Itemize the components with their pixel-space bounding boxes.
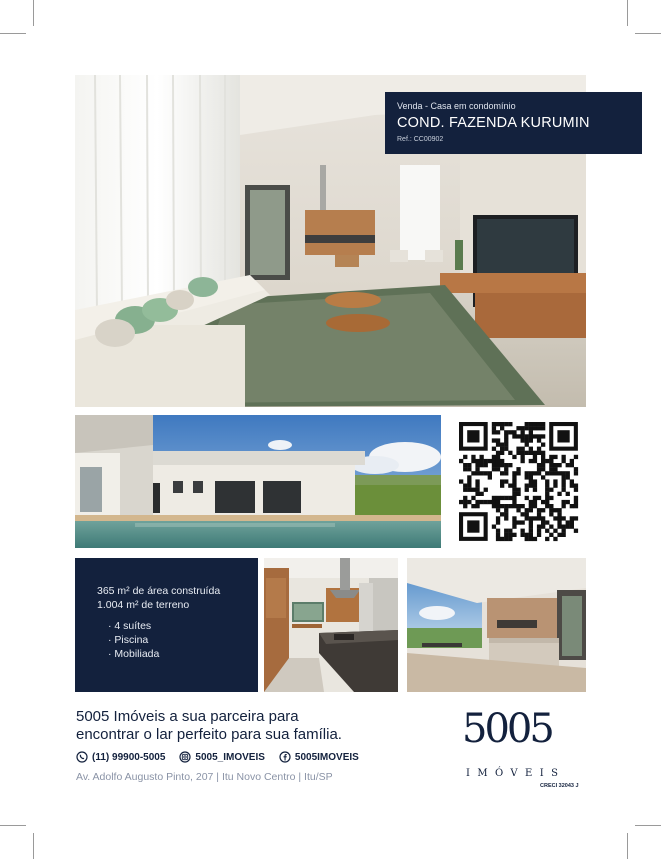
- feature-item: · Mobiliada: [108, 648, 160, 660]
- qr-code[interactable]: [452, 415, 585, 548]
- facebook-handle: 5005IMOVEIS: [294, 751, 359, 763]
- tagline: [76, 708, 406, 744]
- instagram-contact[interactable]: [179, 751, 264, 763]
- listing-ref: Ref.: CC00902: [397, 136, 444, 143]
- crop-mark: [33, 0, 34, 26]
- crop-mark: [0, 825, 26, 826]
- facebook-icon: [279, 751, 291, 763]
- land-area: 1.004 m² de terreno: [97, 599, 190, 611]
- kitchen-photo: [264, 558, 398, 692]
- instagram-icon: [179, 751, 191, 763]
- instagram-handle: 5005_IMOVEIS: [195, 751, 265, 763]
- listing-label-box: [385, 92, 642, 154]
- whatsapp-contact[interactable]: [76, 751, 165, 763]
- address: Av. Adolfo Augusto Pinto, 207 | Itu Novo Centro | Itu/SP: [76, 771, 333, 783]
- contact-row: [76, 751, 373, 763]
- whatsapp-icon: [76, 751, 88, 763]
- features-list: [108, 619, 159, 661]
- logo-word: IMÓVEIS: [466, 768, 566, 779]
- crop-mark: [627, 0, 628, 26]
- crop-mark: [635, 825, 661, 826]
- feature-item: · 4 suítes: [108, 620, 152, 632]
- tagline-line-2: encontrar o lar perfeito para sua família.: [76, 726, 342, 743]
- crop-mark: [635, 33, 661, 34]
- exterior-pool-photo: [75, 415, 441, 548]
- tagline-line-1: 5005 Imóveis a sua parceira para: [76, 708, 299, 725]
- creci-number: CRECI 32043 J: [540, 783, 579, 789]
- agency-logo: [462, 706, 590, 796]
- gourmet-area-photo: [407, 558, 586, 692]
- phone-number: (11) 99900-5005: [92, 751, 166, 763]
- listing-title: COND. FAZENDA KURUMIN: [397, 115, 590, 131]
- listing-type: Venda - Casa em condomínio: [397, 101, 516, 111]
- crop-mark: [627, 833, 628, 859]
- facebook-contact[interactable]: [279, 751, 359, 763]
- specs-box: [75, 558, 258, 692]
- built-area: 365 m² de área construída: [97, 585, 221, 597]
- crop-mark: [33, 833, 34, 859]
- crop-mark: [0, 33, 26, 34]
- feature-item: · Piscina: [108, 634, 149, 646]
- logo-number: 5005: [462, 706, 552, 752]
